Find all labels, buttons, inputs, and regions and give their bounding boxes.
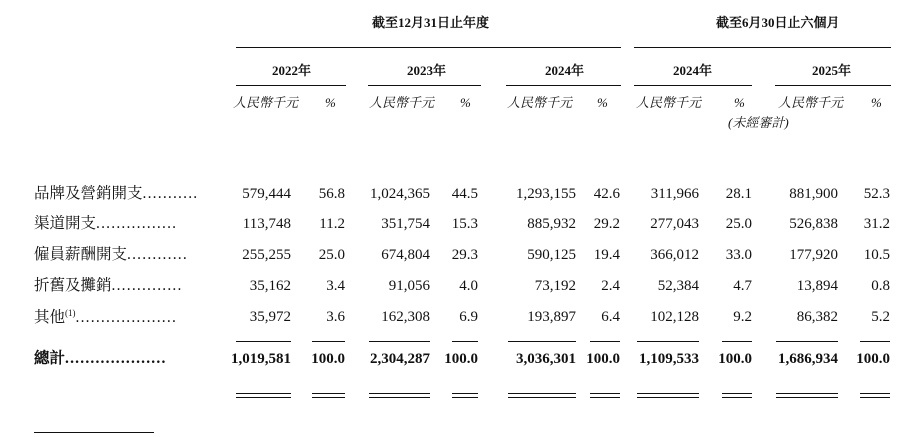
total-double-rule — [236, 397, 291, 398]
total-double-rule — [776, 393, 838, 394]
row-label-text: 僱員薪酬開支 — [34, 246, 128, 263]
amount-cell: 102,128 — [650, 309, 699, 325]
amount-cell: 1,109,533 — [639, 351, 699, 367]
amount-cell: 52,384 — [657, 278, 699, 294]
unit-rmb: 人民幣千元 — [636, 95, 702, 110]
amount-cell: 1,686,934 — [778, 351, 838, 367]
total-double-rule — [722, 393, 752, 394]
percent-cell: 44.5 — [451, 186, 478, 202]
percent-cell: 100.0 — [444, 351, 478, 367]
amount-cell: 351,754 — [381, 216, 430, 232]
amount-cell: 86,382 — [796, 309, 838, 325]
total-double-rule — [590, 393, 620, 394]
amount-cell: 885,932 — [527, 216, 576, 232]
year-rule — [775, 85, 891, 86]
amount-cell: 1,024,365 — [370, 186, 430, 202]
total-double-rule — [637, 393, 699, 394]
percent-cell: 11.2 — [319, 216, 345, 232]
year-rule — [368, 85, 481, 86]
subtotal-rule — [312, 341, 345, 342]
amount-cell: 255,255 — [242, 247, 291, 263]
percent-cell: 29.3 — [451, 247, 478, 263]
subtotal-rule — [452, 341, 478, 342]
percent-cell: 28.1 — [725, 186, 752, 202]
percent-cell: 33.0 — [725, 247, 752, 263]
total-double-rule — [637, 397, 699, 398]
total-double-rule — [860, 393, 890, 394]
total-double-rule — [369, 393, 430, 394]
dot-leader: .................... — [75, 309, 178, 327]
amount-cell: 2,304,287 — [370, 351, 430, 367]
percent-cell: 100.0 — [311, 351, 345, 367]
row-label — [34, 186, 198, 202]
percent-cell: 19.4 — [593, 247, 620, 263]
header-rule-six-months — [634, 47, 891, 48]
unaudited-note: (未經審計) — [728, 115, 789, 130]
row-label — [34, 278, 183, 294]
year-2024: 2024年 — [545, 63, 585, 78]
subtotal-rule — [722, 341, 752, 342]
percent-cell: 3.6 — [326, 309, 345, 325]
amount-cell: 35,162 — [249, 278, 291, 294]
amount-cell: 13,894 — [796, 278, 838, 294]
unit-rmb: 人民幣千元 — [507, 95, 573, 110]
percent-cell: 4.0 — [459, 278, 478, 294]
total-double-rule — [312, 397, 345, 398]
amount-cell: 1,019,581 — [231, 351, 291, 367]
total-double-rule — [236, 393, 291, 394]
percent-cell: 10.5 — [863, 247, 890, 263]
percent-cell: 4.7 — [733, 278, 752, 294]
amount-cell: 113,748 — [242, 216, 291, 232]
percent-cell: 56.8 — [318, 186, 345, 202]
year-2022: 2022年 — [272, 63, 312, 78]
percent-cell: 5.2 — [871, 309, 890, 325]
unit-pct: % — [597, 95, 608, 110]
header-period-year: 截至12月31日止年度 — [372, 15, 490, 30]
percent-cell: 52.3 — [863, 186, 890, 202]
subtotal-rule — [860, 341, 890, 342]
total-double-rule — [722, 397, 752, 398]
amount-cell: 162,308 — [381, 309, 430, 325]
total-double-rule — [452, 397, 478, 398]
amount-cell: 177,920 — [789, 247, 838, 263]
percent-cell: 15.3 — [451, 216, 478, 232]
dot-leader: ................ — [96, 215, 178, 232]
dot-leader: ............ — [127, 246, 188, 263]
unit-pct: % — [325, 95, 336, 110]
total-double-rule — [590, 397, 620, 398]
amount-cell: 579,444 — [242, 186, 291, 202]
total-label — [34, 351, 167, 367]
unit-pct: % — [871, 95, 882, 110]
row-label-text: 折舊及攤銷 — [34, 277, 112, 294]
year-2025-six-months: 2025年 — [812, 63, 852, 78]
amount-cell: 311,966 — [650, 186, 699, 202]
total-double-rule — [860, 397, 890, 398]
total-double-rule — [508, 397, 576, 398]
amount-cell: 1,293,155 — [516, 186, 576, 202]
total-double-rule — [369, 397, 430, 398]
percent-cell: 0.8 — [871, 278, 890, 294]
unit-rmb: 人民幣千元 — [233, 95, 299, 110]
unit-rmb: 人民幣千元 — [778, 95, 844, 110]
percent-cell: 25.0 — [725, 216, 752, 232]
row-label — [34, 216, 177, 232]
dot-leader: .............. — [111, 277, 183, 294]
total-double-rule — [452, 393, 478, 394]
total-double-rule — [776, 397, 838, 398]
subtotal-rule — [236, 341, 291, 342]
amount-cell: 73,192 — [534, 278, 576, 294]
amount-cell: 277,043 — [650, 216, 699, 232]
amount-cell: 91,056 — [388, 278, 430, 294]
subtotal-rule — [637, 341, 699, 342]
amount-cell: 35,972 — [249, 309, 291, 325]
row-label — [34, 247, 188, 263]
year-rule — [236, 85, 346, 86]
year-2023: 2023年 — [407, 63, 447, 78]
footnote-rule — [34, 432, 154, 433]
year-rule — [634, 85, 752, 86]
percent-cell: 9.2 — [733, 309, 752, 325]
year-2024-six-months: 2024年 — [673, 63, 713, 78]
percent-cell: 100.0 — [718, 351, 752, 367]
dot-leader: .................... — [65, 350, 167, 367]
unit-pct: % — [460, 95, 471, 110]
percent-cell: 100.0 — [856, 351, 890, 367]
percent-cell: 2.4 — [601, 278, 620, 294]
unit-pct: % — [734, 95, 745, 110]
subtotal-rule — [508, 341, 576, 342]
subtotal-rule — [776, 341, 838, 342]
amount-cell: 674,804 — [381, 247, 430, 263]
percent-cell: 42.6 — [593, 186, 620, 202]
footnote-marker: (1) — [65, 308, 76, 318]
amount-cell: 366,012 — [650, 247, 699, 263]
row-label-text: 渠道開支 — [34, 215, 97, 232]
percent-cell: 6.9 — [459, 309, 478, 325]
row-label — [34, 309, 177, 326]
percent-cell: 100.0 — [586, 351, 620, 367]
unit-rmb: 人民幣千元 — [369, 95, 435, 110]
amount-cell: 881,900 — [789, 186, 838, 202]
total-double-rule — [508, 393, 576, 394]
subtotal-rule — [590, 341, 620, 342]
row-label-text: 其他 — [34, 309, 66, 327]
dot-leader: ........... — [142, 185, 199, 202]
subtotal-rule — [369, 341, 430, 342]
percent-cell: 29.2 — [593, 216, 620, 232]
percent-cell: 25.0 — [318, 247, 345, 263]
year-rule — [506, 85, 621, 86]
amount-cell: 526,838 — [789, 216, 838, 232]
total-double-rule — [312, 393, 345, 394]
header-period-six-months: 截至6月30日止六個月 — [716, 15, 840, 30]
amount-cell: 590,125 — [527, 247, 576, 263]
percent-cell: 31.2 — [863, 216, 890, 232]
amount-cell: 3,036,301 — [516, 351, 576, 367]
row-label-text: 總計 — [34, 350, 66, 367]
header-rule-year — [236, 47, 621, 48]
amount-cell: 193,897 — [527, 309, 576, 325]
percent-cell: 6.4 — [601, 309, 620, 325]
row-label-text: 品牌及營銷開支 — [34, 185, 143, 202]
percent-cell: 3.4 — [326, 278, 345, 294]
